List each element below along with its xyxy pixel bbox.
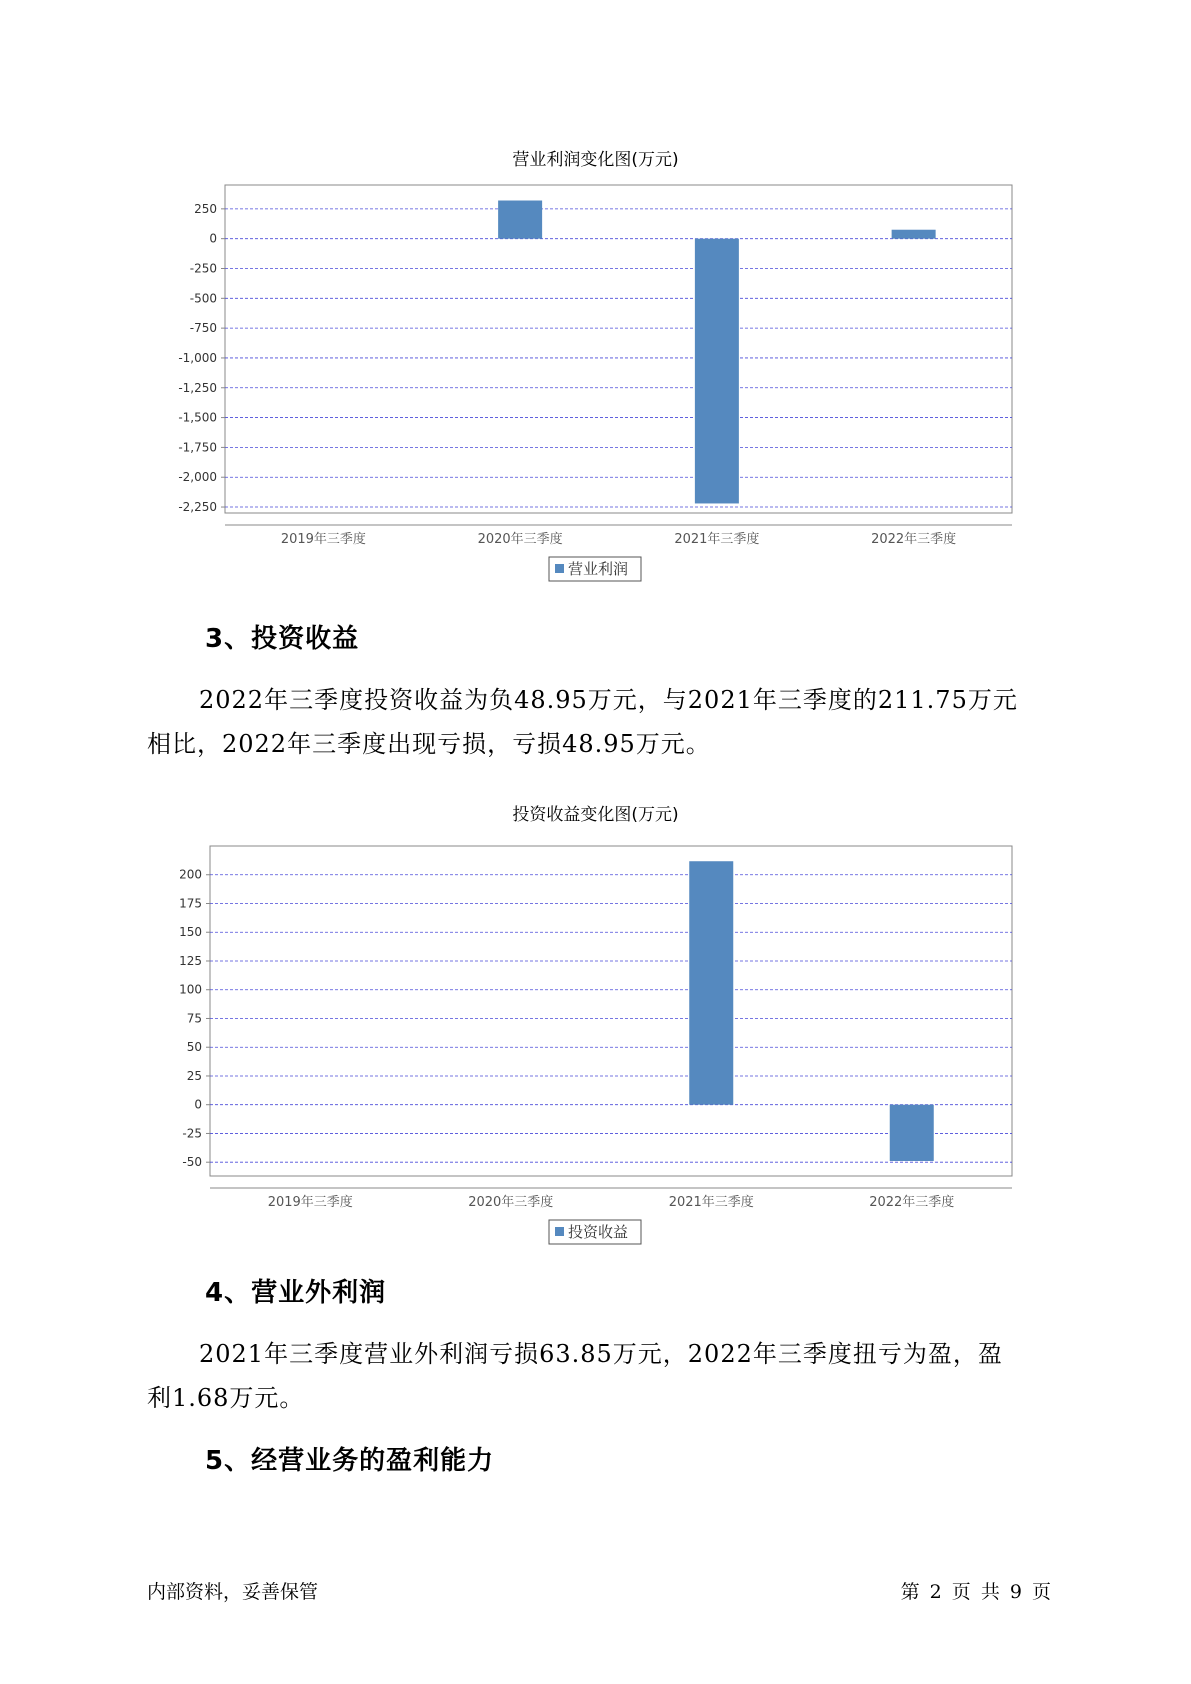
x-tick-label: 2020年三季度: [477, 532, 563, 547]
y-tick-label: 250: [194, 201, 217, 216]
section3-heading: 3、投资收益: [205, 624, 360, 654]
bar: [892, 230, 936, 239]
y-tick-label: 100: [179, 982, 202, 997]
section4-heading: 4、营业外利润: [205, 1278, 387, 1308]
bar: [890, 1105, 934, 1161]
x-tick-label: 2019年三季度: [280, 532, 366, 547]
x-tick-label: 2021年三季度: [674, 532, 760, 547]
y-tick-label: 125: [179, 953, 202, 968]
y-tick-label: -1,750: [178, 440, 217, 455]
y-tick-label: 150: [179, 925, 202, 940]
y-tick-label: -500: [189, 291, 217, 306]
section4-line1: 2021年三季度营业外利润亏损63.85万元，2022年三季度扭亏为盈，盈: [199, 1340, 1003, 1368]
operating-profit-chart: [0, 170, 1191, 590]
chart1-title: 营业利润变化图(万元): [512, 150, 679, 170]
section4-paragraph: [147, 1332, 1057, 1420]
y-tick-label: -1,500: [178, 410, 217, 425]
section3-line2: 相比，2022年三季度出现亏损，亏损48.95万元。: [147, 730, 711, 758]
x-tick-label: 2019年三季度: [267, 1195, 353, 1210]
y-tick-label: 0: [209, 231, 217, 246]
section4-line2: 利1.68万元。: [147, 1384, 305, 1412]
y-tick-label: 25: [186, 1068, 202, 1083]
x-tick-label: 2022年三季度: [871, 532, 957, 547]
y-tick-label: -25: [182, 1126, 202, 1141]
chart2-title: 投资收益变化图(万元): [512, 805, 679, 825]
y-tick-label: 75: [186, 1011, 202, 1026]
footer-page-number: 第 2 页 共 9 页: [900, 1581, 1051, 1603]
legend-label: 营业利润: [568, 560, 629, 578]
bar: [498, 201, 542, 239]
section3-line1: 2022年三季度投资收益为负48.95万元，与2021年三季度的211.75万元: [199, 686, 1018, 714]
x-tick-label: 2021年三季度: [668, 1195, 754, 1210]
y-tick-label: 50: [186, 1040, 202, 1055]
x-tick-label: 2022年三季度: [869, 1195, 955, 1210]
legend-swatch: [555, 564, 564, 573]
x-tick-label: 2020年三季度: [468, 1195, 554, 1210]
legend-label: 投资收益: [568, 1223, 629, 1241]
bar: [689, 861, 733, 1104]
y-tick-label: -1,250: [178, 380, 217, 395]
y-tick-label: 0: [194, 1097, 202, 1112]
y-tick-label: -250: [189, 261, 217, 276]
y-tick-label: -1,000: [178, 350, 217, 365]
bar: [695, 239, 739, 504]
y-tick-label: -2,250: [178, 500, 217, 515]
investment-income-chart: [0, 826, 1191, 1246]
section3-paragraph: [147, 678, 1057, 766]
y-tick-label: -750: [189, 321, 217, 336]
y-tick-label: -2,000: [178, 470, 217, 485]
footer-confidential: 内部资料，妥善保管: [147, 1581, 319, 1603]
y-tick-label: 200: [179, 867, 202, 882]
legend-swatch: [555, 1227, 564, 1236]
y-tick-label: 175: [179, 896, 202, 911]
section5-heading: 5、经营业务的盈利能力: [205, 1446, 495, 1476]
y-tick-label: -50: [182, 1155, 202, 1170]
